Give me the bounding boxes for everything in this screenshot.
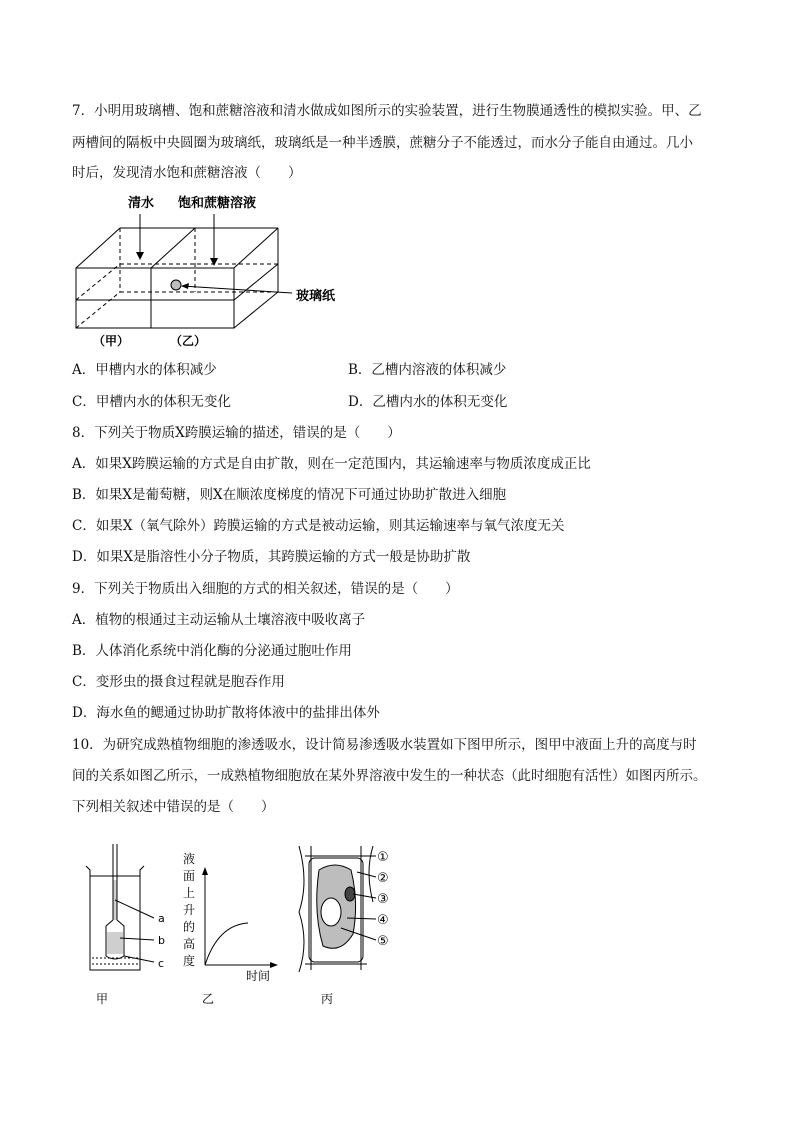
q7-glass-paper-circle bbox=[171, 280, 181, 290]
q10-cell-figure bbox=[295, 842, 405, 1010]
q8-stem: 8．下列关于物质X跨膜运输的描述，错误的是（ ） bbox=[72, 425, 401, 441]
q10-stem-line-3: 下列相关叙述中错误的是（ ） bbox=[72, 799, 275, 815]
q10-y-char-2: 面 bbox=[183, 869, 196, 883]
q9-option-b: B．人体消化系统中消化酶的分泌通过胞吐作用 bbox=[72, 643, 352, 659]
q10-caption-bing: 丙 bbox=[321, 992, 334, 1006]
q7-stem-line-3: 时后，发现清水饱和蔗糖溶液（ ） bbox=[72, 165, 302, 181]
q7-glass-tank bbox=[76, 228, 278, 328]
q7-stem-line-1: 7．小明用玻璃槽、饱和蔗糖溶液和清水做成如图所示的实验装置，进行生物膜通透性的模拟实验。甲、乙 bbox=[72, 103, 702, 119]
q7-option-d: D．乙槽内水的体积无变化 bbox=[348, 394, 508, 410]
q7-arrow-sucrose bbox=[210, 214, 218, 266]
q10-caption-yi: 乙 bbox=[202, 992, 215, 1006]
q7-tank-figure bbox=[60, 188, 360, 353]
q10-cell-label-5: ⑤ bbox=[377, 934, 389, 949]
q7-arrow-water bbox=[136, 214, 144, 260]
q8-option-b: B．如果X是葡萄糖，则X在顺浓度梯度的情况下可通过协助扩散进入细胞 bbox=[72, 487, 507, 503]
q8-option-d: D．如果X是脂溶性小分子物质，其跨膜运输的方式一般是协助扩散 bbox=[72, 549, 471, 565]
q10-stem-line-2: 间的关系如图乙所示，一成熟植物细胞放在某外界溶液中发生的一种状态（此时细胞有活性）如图丙所示。 bbox=[72, 768, 707, 784]
q7-label-water: 清水 bbox=[128, 196, 155, 211]
q7-label-glass-paper: 玻璃纸 bbox=[296, 289, 336, 304]
q10-graph-x-label: 时间 bbox=[246, 969, 271, 983]
q7-option-c: C．甲槽内水的体积无变化 bbox=[72, 394, 231, 410]
q10-stem-line-1: 10．为研究成熟植物细胞的渗透吸水，设计简易渗透吸水装置如下图甲所示，图甲中液面上升的高度与时 bbox=[72, 737, 697, 753]
q10-y-char-4: 升 bbox=[183, 903, 196, 917]
q7-label-yi: （乙） bbox=[170, 334, 207, 348]
q7-option-a: A．甲槽内水的体积减少 bbox=[72, 362, 217, 378]
q10-y-char-5: 的 bbox=[183, 920, 196, 934]
q7-option-b: B．乙槽内溶液的体积减少 bbox=[348, 362, 507, 378]
q9-option-c: C．变形虫的摄食过程就是胞吞作用 bbox=[72, 674, 285, 690]
q10-graph-figure bbox=[180, 845, 280, 1010]
q10-beaker-label-a: a bbox=[158, 912, 165, 925]
q8-option-c: C．如果X（氧气除外）跨膜运输的方式是被动运输，则其运输速率与氧气浓度无关 bbox=[72, 518, 565, 534]
q7-label-jia: （甲） bbox=[93, 334, 130, 348]
q7-label-sucrose: 饱和蔗糖溶液 bbox=[178, 196, 257, 211]
q10-y-char-6: 高 bbox=[183, 937, 196, 951]
q9-option-a: A．植物的根通过主动运输从土壤溶液中吸收离子 bbox=[72, 612, 366, 628]
q10-cell-label-3: ③ bbox=[377, 892, 389, 907]
q9-stem: 9．下列关于物质出入细胞的方式的相关叙述，错误的是（ ） bbox=[72, 581, 459, 597]
q10-beaker-label-c: c bbox=[158, 957, 165, 970]
q10-caption-jia: 甲 bbox=[96, 992, 109, 1006]
q10-nucleus bbox=[321, 898, 341, 926]
q10-beaker-label-b: b bbox=[158, 934, 165, 947]
q10-y-char-7: 度 bbox=[183, 954, 196, 968]
q10-y-char-1: 液 bbox=[183, 852, 196, 866]
q10-y-char-3: 上 bbox=[183, 886, 196, 900]
q10-beaker-figure bbox=[80, 840, 185, 1010]
q10-cell-label-1: ① bbox=[377, 850, 389, 865]
q10-cell-label-4: ④ bbox=[377, 913, 389, 928]
q9-option-d: D．海水鱼的鳃通过协助扩散将体液中的盐排出体外 bbox=[72, 705, 380, 721]
q7-stem-line-2: 两槽间的隔板中央圆圈为玻璃纸，玻璃纸是一种半透膜，蔗糖分子不能透过，而水分子能自由通过。几小 bbox=[72, 135, 693, 151]
q10-cell-label-2: ② bbox=[377, 871, 389, 886]
q8-option-a: A．如果X跨膜运输的方式是自由扩散，则在一定范围内，其运输速率与物质浓度成正比 bbox=[72, 456, 591, 472]
q10-graph-y-label bbox=[183, 851, 195, 968]
